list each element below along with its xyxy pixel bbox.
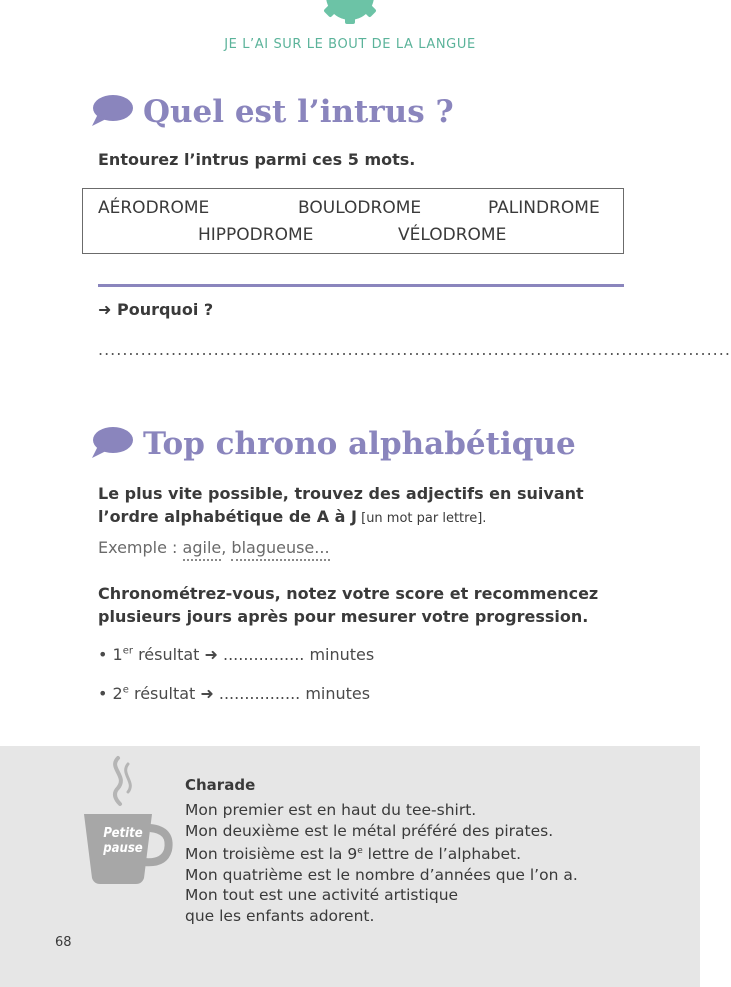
charade-line-3-sup: e (357, 846, 363, 856)
result-1-sup: er (122, 645, 133, 657)
pourquoi-question: ➜ Pourquoi ? (98, 300, 214, 319)
charade-line: Mon premier est en haut du tee-shirt. (185, 801, 477, 819)
answer-dotted-line[interactable]: ........................................................................................................ (98, 340, 731, 359)
pause-badge (88, 826, 158, 856)
section-title-top-chrono: Top chrono alphabétique (143, 426, 576, 462)
coffee-cup-icon (82, 756, 174, 886)
word-box (82, 188, 624, 254)
chrono-instruction (98, 482, 638, 530)
word-hippodrome[interactable]: HIPPODROME (198, 225, 314, 245)
charade-line: Mon quatrième est le nombre d’années que l’on a. (185, 865, 578, 884)
speech-bubble-icon (90, 426, 134, 460)
result-1[interactable]: • 1er résultat ➜ ................ minutes (98, 645, 375, 664)
charade-line (185, 841, 578, 865)
answer-rule (98, 284, 624, 287)
word-velodrome[interactable]: VÉLODROME (398, 225, 507, 245)
pause-badge-line2: pause (103, 841, 143, 856)
example-word-agile: agile (183, 538, 222, 561)
chrono-instruction-note: [un mot par lettre]. (356, 511, 487, 526)
example-line (98, 538, 330, 557)
charade-line: Mon tout est une activité artistique (185, 886, 459, 905)
word-palindrome[interactable]: PALINDROME (488, 198, 600, 218)
charade-text (185, 800, 578, 926)
result-2[interactable]: • 2e résultat ➜ ................ minutes (98, 684, 371, 703)
pause-badge-line1: Petite (103, 826, 143, 841)
result-2-label: résultat ➜ ................ minutes (128, 684, 371, 703)
result-2-sup: e (122, 684, 129, 696)
page-number: 68 (55, 935, 72, 950)
result-1-num: 1 (112, 645, 123, 664)
word-aerodrome[interactable]: AÉRODROME (98, 198, 210, 218)
charade-line-3-pre: Mon troisième est la 9 (185, 845, 358, 864)
section-title-intrus: Quel est l’intrus ? (143, 94, 454, 130)
word-boulodrome[interactable]: BOULODROME (298, 198, 422, 218)
charade-line: que les enfants adorent. (185, 906, 375, 925)
chrono-timing: Chronométrez-vous, notez votre score et recommencez plusieurs jours après pour mesurer votre progression. (98, 584, 599, 626)
gear-icon (318, 0, 382, 26)
charade-line-3-post: lettre de l’alphabet. (362, 845, 522, 864)
example-separator: , (221, 538, 232, 557)
speech-bubble-icon (90, 94, 134, 128)
charade-line: Mon deuxième est le métal préféré des pirates. (185, 821, 554, 840)
result-2-num: 2 (112, 684, 123, 703)
charade-title: Charade (185, 776, 256, 794)
example-label: Exemple : (98, 538, 183, 557)
chrono-instruction-main: Le plus vite possible, trouvez des adjectifs en suivant l’ordre alphabétique de A à J (98, 484, 584, 526)
example-word-blagueuse: blagueuse... (231, 538, 329, 561)
result-1-label: résultat ➜ ................ minutes (132, 645, 375, 664)
running-head: JE L’AI SUR LE BOUT DE LA LANGUE (224, 37, 476, 52)
intrus-instruction: Entourez l’intrus parmi ces 5 mots. (98, 150, 416, 169)
